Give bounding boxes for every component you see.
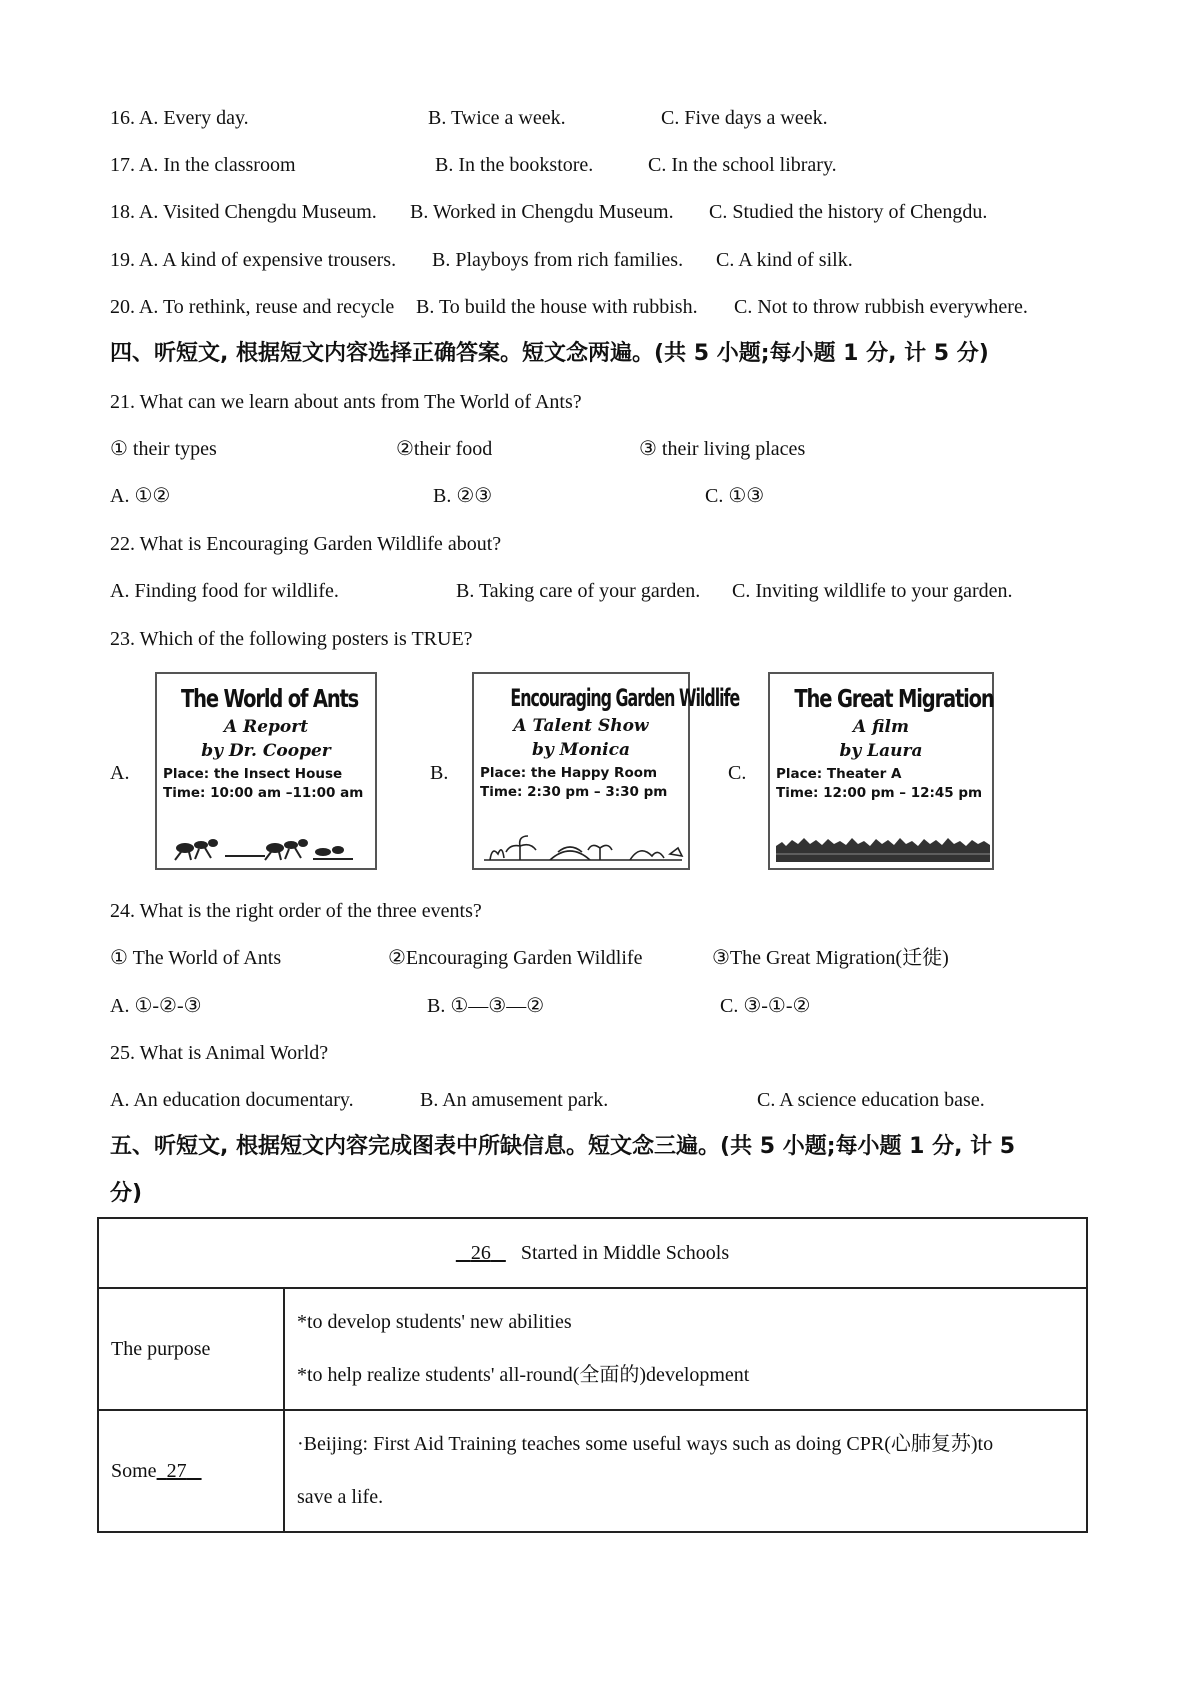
purpose-line-1: *to develop students' new abilities [297, 1311, 572, 1333]
q22-option-a: A. Finding food for wildlife. [110, 580, 339, 602]
q16-option-a: 16. A. Every day. [110, 107, 249, 129]
info-table [97, 1217, 1088, 1533]
q24-option-a: A. ①-②-③ [110, 995, 202, 1017]
blank-27: 27 [166, 1459, 187, 1482]
poster-world-of-ants [155, 672, 377, 870]
purpose-line-2: *to help realize students' all-round(全面的)development [297, 1364, 750, 1386]
q21-option-a: A. ①② [110, 485, 171, 507]
q25-option-b: B. An amusement park. [420, 1089, 609, 1111]
question-24-stem: 24. What is the right order of the three events? [110, 900, 482, 922]
poster-b-time: Time: 2:30 pm – 3:30 pm [480, 784, 668, 800]
poster-c-author: by Laura [839, 741, 923, 761]
poster-c-label: C. [728, 762, 747, 784]
poster-a-label: A. [110, 762, 130, 784]
q20-option-c: C. Not to throw rubbish everywhere. [734, 296, 1028, 318]
q18-option-b: B. Worked in Chengdu Museum. [410, 201, 674, 223]
q21-item-1: ① their types [110, 438, 217, 460]
table-row [98, 1288, 1087, 1410]
poster-c-title: The Great Migration [794, 684, 994, 713]
q18-option-a: 18. A. Visited Chengdu Museum. [110, 201, 377, 223]
purpose-content [284, 1288, 1087, 1410]
poster-a-title: The World of Ants [180, 684, 359, 713]
q17-option-b: B. In the bookstore. [435, 154, 594, 176]
question-22-stem: 22. What is Encouraging Garden Wildlife about? [110, 533, 502, 555]
table-row [98, 1410, 1087, 1532]
poster-a-author: by Dr. Cooper [201, 741, 331, 761]
poster-c-time: Time: 12:00 pm – 12:45 pm [776, 785, 983, 801]
q17-option-c: C. In the school library. [648, 154, 837, 176]
question-23-stem: 23. Which of the following posters is TRUE? [110, 628, 473, 650]
q20-option-b: B. To build the house with rubbish. [416, 296, 698, 318]
poster-b-subtitle: A Talent Show [513, 716, 649, 736]
q20-option-a: 20. A. To rethink, reuse and recycle [110, 296, 395, 318]
q24-option-c: C. ③-①-② [720, 995, 811, 1017]
q21-item-2: ②their food [396, 438, 493, 460]
poster-great-migration [768, 672, 994, 870]
q18-option-c: C. Studied the history of Chengdu. [709, 201, 988, 223]
poster-b-place: Place: the Happy Room [480, 765, 658, 781]
poster-c-subtitle: A film [853, 717, 909, 737]
q21-item-3: ③ their living places [639, 438, 806, 460]
question-21-stem: 21. What can we learn about ants from The World of Ants? [110, 391, 582, 413]
ants-illustration-icon [163, 832, 373, 862]
poster-b-title: Encouraging Garden Wildlife [510, 684, 740, 712]
some-label-cell [98, 1410, 284, 1532]
blank-26: 26 [470, 1241, 491, 1264]
q22-option-b: B. Taking care of your garden. [456, 580, 701, 602]
some-label: Some [111, 1459, 157, 1482]
q25-option-c: C. A science education base. [757, 1089, 985, 1111]
beijing-line-2: save a life. [297, 1486, 384, 1508]
poster-a-subtitle: A Report [223, 717, 309, 737]
poster-a-place: Place: the Insect House [163, 766, 343, 782]
q21-option-c: C. ①③ [705, 485, 765, 507]
q24-item-3: ③The Great Migration(迁徙) [712, 947, 949, 969]
table-header-text: Started in Middle Schools [520, 1241, 730, 1264]
poster-b-label: B. [430, 762, 449, 784]
some-content [284, 1410, 1087, 1532]
table-header-cell [98, 1218, 1087, 1288]
q22-option-c: C. Inviting wildlife to your garden. [732, 580, 1013, 602]
q24-option-b: B. ①—③—② [427, 995, 545, 1017]
q19-option-b: B. Playboys from rich families. [432, 249, 684, 271]
poster-a-time: Time: 10:00 am –11:00 am [163, 785, 364, 801]
garden-illustration-icon [480, 832, 686, 862]
q24-item-2: ②Encouraging Garden Wildlife [388, 947, 643, 969]
question-25-stem: 25. What is Animal World? [110, 1042, 329, 1064]
section-4-heading: 四、听短文, 根据短文内容选择正确答案。短文念两遍。(共 5 小题;每小题 1 分, 计 5 分) [110, 341, 989, 366]
q17-option-a: 17. A. In the classroom [110, 154, 296, 176]
poster-b-author: by Monica [531, 740, 631, 760]
section-5-heading: 五、听短文, 根据短文内容完成图表中所缺信息。短文念三遍。(共 5 小题;每小题 1 分, 计 5 [110, 1134, 1016, 1159]
q24-item-1: ① The World of Ants [110, 947, 282, 969]
q21-option-b: B. ②③ [433, 485, 493, 507]
q16-option-c: C. Five days a week. [661, 107, 828, 129]
table-header-row [98, 1218, 1087, 1288]
beijing-line-1: ·Beijing: First Aid Training teaches some useful ways such as doing CPR(心肺复苏)to [297, 1433, 994, 1455]
herd-illustration-icon [776, 832, 990, 862]
poster-c-place: Place: Theater A [776, 766, 902, 782]
poster-garden-wildlife [472, 672, 740, 870]
q25-option-a: A. An education documentary. [110, 1089, 354, 1111]
q19-option-a: 19. A. A kind of expensive trousers. [110, 249, 397, 271]
q16-option-b: B. Twice a week. [428, 107, 566, 129]
q19-option-c: C. A kind of silk. [716, 249, 853, 271]
section-5-heading-cont: 分) [110, 1181, 143, 1206]
purpose-label: The purpose [98, 1288, 284, 1410]
